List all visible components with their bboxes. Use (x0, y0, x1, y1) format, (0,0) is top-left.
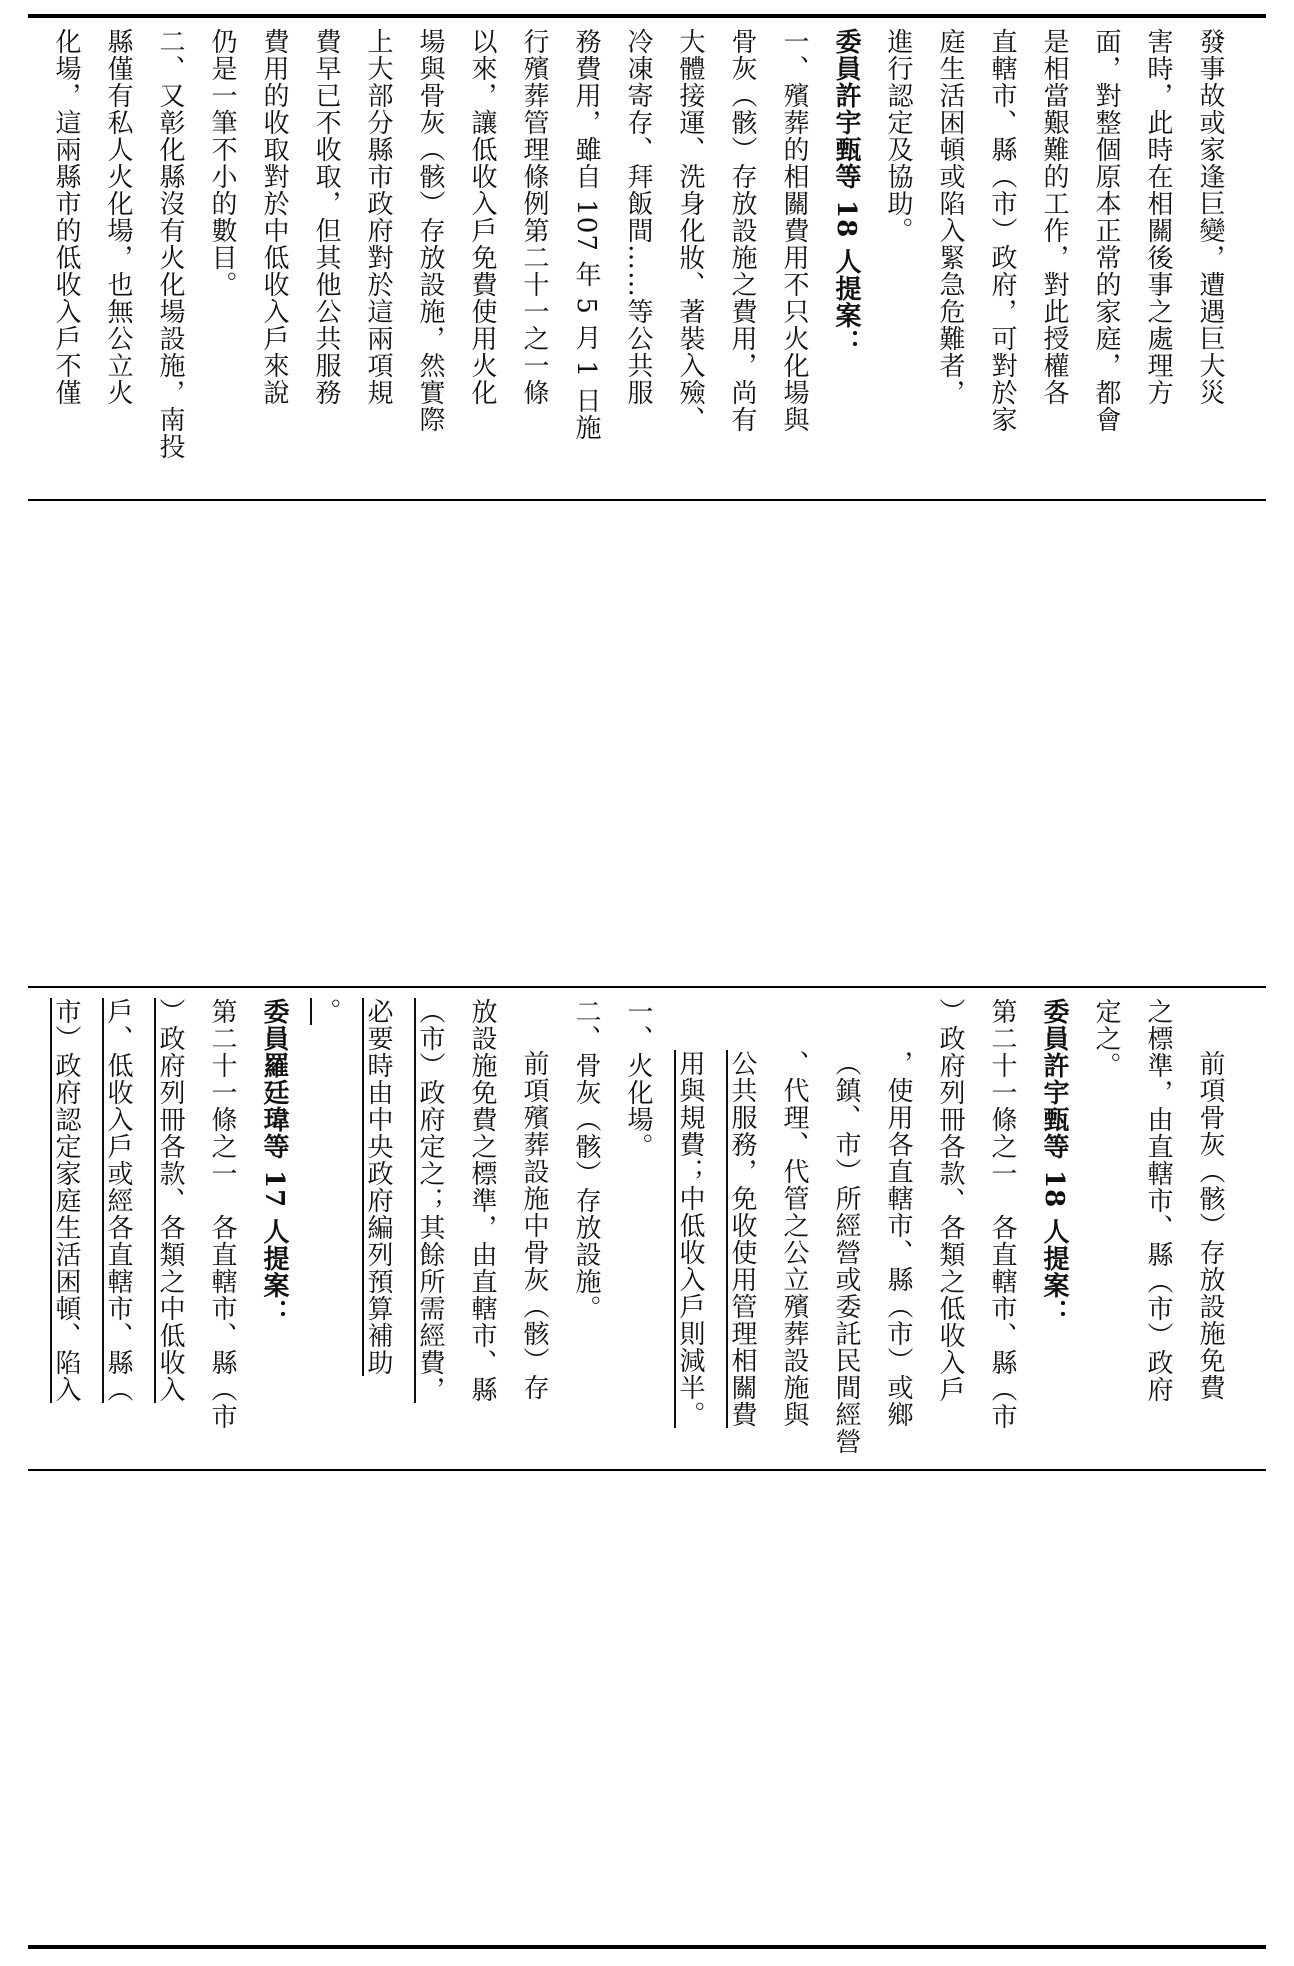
text-line: 放設施免費之標準，由直轄市、縣 (467, 998, 497, 1403)
text-line: 發事故或家逢巨變，遭遇巨大災 (1195, 28, 1225, 406)
text-line: 二、又彰化縣沒有火化場設施，南投 (155, 28, 185, 460)
text-line: 害時，此時在相關後事之處理方 (1143, 28, 1173, 406)
text-line: 進行認定及協助。 (883, 28, 913, 244)
text-line: 務費用，雖自 107 年 5 月 1 日施 (571, 28, 601, 442)
text-line: 直轄市、縣（市）政府，可對於家 (987, 28, 1017, 433)
text-line: （市）政府定之；其餘所需經費， (415, 998, 445, 1403)
top-text-block (26, 28, 1236, 490)
text-line: ，使用各直轄市、縣（市）或鄉 (883, 1050, 913, 1428)
block-divider-upper (28, 986, 1266, 988)
text-line: 之標準，由直轄市、縣（市）政府 (1143, 998, 1173, 1403)
text-line: 行殯葬管理條例第二十一之一條 (519, 28, 549, 406)
page-bottom-border (28, 1945, 1266, 1949)
bottom-text-block (26, 998, 1236, 1460)
proposal-heading: 委員羅廷瑋等 17 人提案： (259, 998, 289, 1327)
proposal-heading: 委員許宇甄等 18 人提案： (831, 28, 861, 357)
text-line: 是相當艱難的工作，對此授權各 (1039, 28, 1069, 406)
block-divider-top (28, 499, 1266, 501)
text-line: 戶、低收入戶或經各直轄市、縣（ (103, 998, 133, 1403)
text-line: 二、骨灰（骸）存放設施。 (571, 998, 601, 1322)
text-line: 以來，讓低收入戶免費使用火化 (467, 28, 497, 406)
text-line: 用與規費；中低收入戶則減半。 (675, 1050, 705, 1428)
text-line: 定之。 (1091, 998, 1121, 1079)
text-line: 上大部分縣市政府對於這兩項規 (363, 28, 393, 406)
text-line: 。 (311, 998, 341, 1025)
text-line: 縣僅有私人火化場，也無公立火 (103, 28, 133, 406)
text-line: 費早已不收取，但其他公共服務 (311, 28, 341, 406)
text-line: 必要時由中央政府編列預算補助 (363, 998, 393, 1376)
text-line: 費用的收取對於中低收入戶來說 (259, 28, 289, 406)
text-line: 冷凍寄存、拜飯間……等公共服 (623, 28, 653, 406)
text-line: 前項殯葬設施中骨灰（骸）存 (519, 1050, 549, 1401)
text-line: 、代理、代管之公立殯葬設施與 (779, 1050, 809, 1428)
block-divider-lower (28, 1469, 1266, 1471)
text-line: 面，對整個原本正常的家庭，都會 (1091, 28, 1121, 433)
text-line: 場與骨灰（骸）存放設施，然實際 (415, 28, 445, 433)
text-line: 前項骨灰（骸）存放設施免費 (1195, 1050, 1225, 1401)
text-line: 公共服務，免收使用管理相關費 (727, 1050, 757, 1428)
text-line: ）政府列冊各款、各類之低收入戶 (935, 998, 965, 1403)
text-line: 一、殯葬的相關費用不只火化場與 (779, 28, 809, 433)
text-line: 一、火化場。 (623, 998, 653, 1160)
text-line: 第二十一條之一 各直轄市、縣（市 (207, 998, 237, 1430)
proposal-heading: 委員許宇甄等 18 人提案： (1039, 998, 1069, 1327)
text-line: 大體接運、洗身化妝、著裝入殮、 (675, 28, 705, 433)
text-line: 骨灰（骸）存放設施之費用，尚有 (727, 28, 757, 433)
text-line: 第二十一條之一 各直轄市、縣（市 (987, 998, 1017, 1430)
text-line: （鎮、市）所經營或委託民間經營 (831, 1050, 861, 1455)
page-top-border (28, 14, 1266, 18)
text-line: 化場，這兩縣市的低收入戶不僅 (51, 28, 81, 406)
text-line: 庭生活困頓或陷入緊急危難者， (935, 28, 965, 406)
text-line: ）政府列冊各款、各類之中低收入 (155, 998, 185, 1403)
text-line: 市）政府認定家庭生活困頓、陷入 (51, 998, 81, 1403)
text-line: 仍是一筆不小的數目。 (207, 28, 237, 298)
